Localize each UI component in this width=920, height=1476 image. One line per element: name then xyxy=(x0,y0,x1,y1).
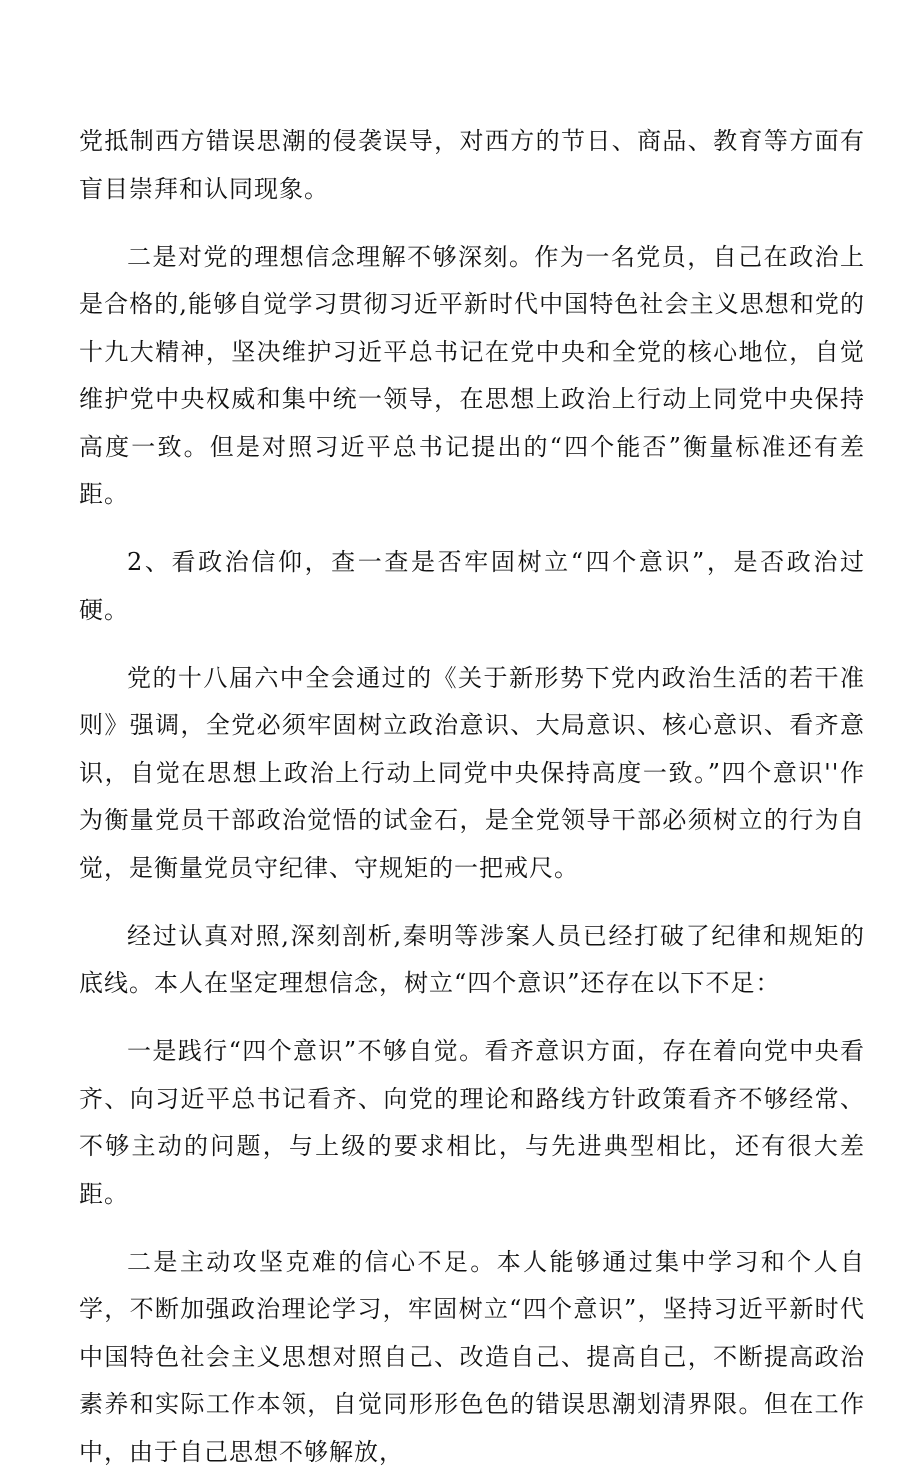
paragraph: 二是主动攻坚克难的信心不足。本人能够通过集中学习和个人自学，不断加强政治理论学习，牢固树立“四个意识”，坚持习近平新时代中国特色社会主义思想对照自己、改造自己、提高自己，不断提高政治素养和实际工作本领，自觉同形形色色的错误思潮划清界限。但在工作中，由于自己思想不够解放， xyxy=(79,1239,865,1476)
paragraph: 一是践行“四个意识”不够自觉。看齐意识方面，存在着向党中央看齐、向习近平总书记看齐、向党的理论和路线方针政策看齐不够经常、不够主动的问题，与上级的要求相比，与先进典型相比，还有很大差距。 xyxy=(79,1028,865,1218)
document-body xyxy=(79,118,865,1476)
paragraph: 经过认真对照,深刻剖析,秦明等涉案人员已经打破了纪律和规矩的底线。本人在坚定理想信念，树立“四个意识”还存在以下不足： xyxy=(79,913,865,1008)
paragraph: 党的十八届六中全会通过的《关于新形势下党内政治生活的若干准则》强调，全党必须牢固树立政治意识、大局意识、核心意识、看齐意识，自觉在思想上政治上行动上同党中央保持高度一致。”四个意识''作为衡量党员干部政治觉悟的试金石，是全党领导干部必须树立的行为自觉，是衡量党员守纪律、守规矩的一把戒尺。 xyxy=(79,655,865,893)
section-heading: 2、看政治信仰，查一查是否牢固树立“四个意识”，是否政治过硬。 xyxy=(79,539,865,634)
paragraph-continued: 党抵制西方错误思潮的侵袭误导，对西方的节日、商品、教育等方面有盲目崇拜和认同现象。 xyxy=(79,118,865,213)
paragraph: 二是对党的理想信念理解不够深刻。作为一名党员，自己在政治上是合格的,能够自觉学习贯彻习近平新时代中国特色社会主义思想和党的十九大精神，坚决维护习近平总书记在党中央和全党的核心地位，自觉维护党中央权威和集中统一领导，在思想上政治上行动上同党中央保持高度一致。但是对照习近平总书记提出的“四个能否”衡量标准还有差距。 xyxy=(79,234,865,519)
